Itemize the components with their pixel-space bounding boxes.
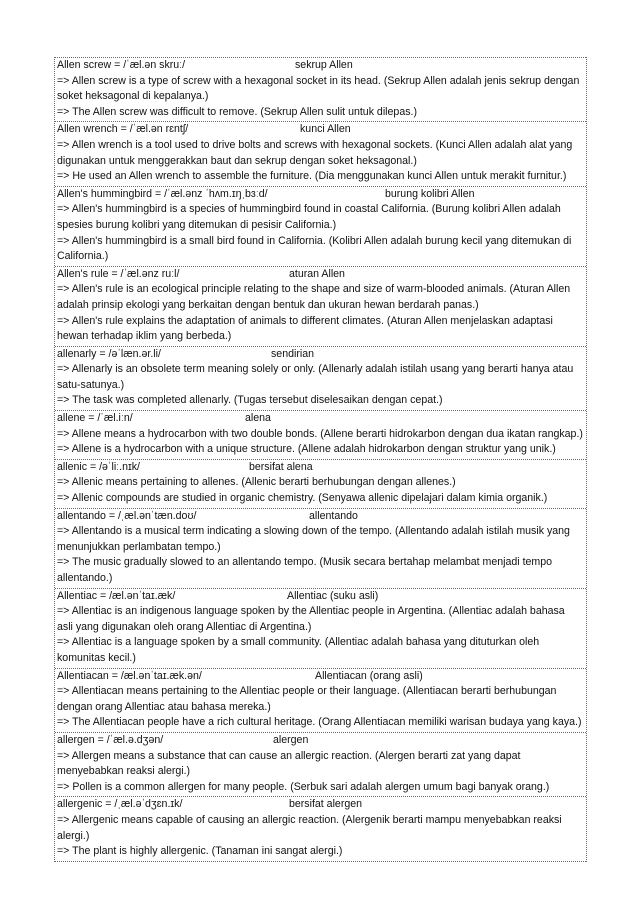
translation: sekrup Allen: [295, 59, 353, 71]
example-sentence: => Allen's hummingbird is a small bird found in California. (Kolibri Allen adalah burung kecil yang ditemukan di California.): [57, 234, 572, 263]
entry-headline: [57, 187, 583, 203]
example-sentence: => The task was completed allenarly. (Tugas tersebut diselesaikan dengan cepat.): [57, 394, 443, 407]
example-sentence: => The music gradually slowed to an allentando tempo. (Musik secara bertahap melambat menjadi tempo allentando.): [57, 556, 553, 584]
dictionary-entry: [55, 459, 586, 508]
entry-headline: [57, 589, 583, 605]
example-definition: => Allene means a hydrocarbon with two double bonds. (Allene berarti hidrokarbon dengan dua ikatan rangkap.): [57, 427, 583, 440]
example-sentence: => Allentiac is a language spoken by a small community. (Allentiac adalah bahasa yang dituturkan oleh komunitas kecil.): [57, 636, 540, 664]
headword-pronunciation: allentando = /ˌæl.ənˈtæn.doʊ/: [57, 509, 197, 522]
headword-pronunciation: Allentiacan = /æl.ənˈtaɪ.æk.ən/: [57, 669, 202, 682]
headword-pronunciation: Allen screw = /ˈæl.ən skruː/: [57, 59, 186, 71]
translation: alena: [245, 412, 271, 425]
example-definition: => Allenarly is an obsolete term meaning solely or only. (Allenarly adalah istilah usang yang berarti hanya atau satu-satunya.): [57, 363, 574, 391]
example-definition: => Allen's hummingbird is a species of hummingbird found in coastal California. (Burung kolibri Allen adalah spesies burung kolibri yang ditemukan di pesisir California.): [57, 203, 561, 231]
example-definition: => Allentando is a musical term indicating a slowing down of the tempo. (Allentando adalah istilah musik yang menunjukkan perlambatan tempo.): [57, 525, 570, 553]
example-sentence: => The Allentiacan people have a rich cultural heritage. (Orang Allentiacan memiliki warisan budaya yang kaya.): [57, 716, 582, 729]
entry-headline: [57, 509, 583, 525]
example-sentence: => Allene is a hydrocarbon with a unique structure. (Allene adalah hidrokarbon dengan struktur yang unik.): [57, 443, 556, 456]
translation: alergen: [273, 733, 309, 746]
dictionary-entry: [55, 266, 586, 346]
headword-pronunciation: allergen = /ˈæl.ə.dʒən/: [57, 733, 164, 746]
example-definition: => Allenic means pertaining to allenes. (Allenic berarti berhubungan dengan allenes.): [57, 476, 456, 489]
dictionary-entry: [55, 410, 586, 459]
dictionary-entry: [55, 186, 586, 266]
example-sentence: => Allenic compounds are studied in organic chemistry. (Senyawa allenic dipelajari dalam kimia organik.): [57, 492, 548, 505]
dictionary-entry: [55, 668, 586, 732]
translation: bersifat alena: [249, 460, 313, 473]
headword-pronunciation: allenarly = /əˈlæn.ər.li/: [57, 347, 161, 360]
dictionary-entry: [55, 508, 586, 588]
headword-pronunciation: Allen wrench = /ˈæl.ən rɛntʃ/: [57, 123, 189, 136]
headword-pronunciation: allene = /ˈæl.iːn/: [57, 412, 133, 425]
entry-headline: [57, 58, 583, 74]
dictionary-entry: [55, 588, 586, 668]
entry-headline: [57, 122, 583, 138]
entry-headline: [57, 267, 583, 283]
headword-pronunciation: Allen's rule = /ˈæl.ənz ruːl/: [57, 267, 180, 280]
headword-pronunciation: allenic = /əˈliː.nɪk/: [57, 460, 140, 473]
translation: bersifat alergen: [289, 798, 363, 811]
example-definition: => Allen screw is a type of screw with a hexagonal socket in its head. (Sekrup Allen adalah jenis sekrup dengan soket heksagonal di kepalanya.): [57, 74, 580, 103]
example-definition: => Allen wrench is a tool used to drive bolts and screws with hexagonal sockets. (Kunci Allen adalah alat yang digunakan untuk menggerakkan baut dan sekrup dengan soket heksagonal.): [57, 138, 573, 167]
headword-pronunciation: allergenic = /ˌæl.əˈdʒɛn.ɪk/: [57, 798, 183, 811]
translation: allentando: [309, 509, 358, 522]
entry-headline: [57, 347, 583, 363]
dictionary-entry: [55, 121, 586, 185]
entry-headline: [57, 411, 583, 427]
translation: burung kolibri Allen: [385, 187, 475, 200]
entry-headline: [57, 669, 583, 685]
example-definition: => Allentiac is an indigenous language spoken by the Allentiac people in Argentina. (Allentiac adalah bahasa asli yang digunakan oleh orang Allentiac di Argentina.): [57, 605, 565, 633]
entry-headline: [57, 733, 583, 749]
translation: aturan Allen: [289, 267, 345, 280]
example-sentence: => The plant is highly allergenic. (Tanaman ini sangat alergi.): [57, 845, 343, 858]
dictionary-entry: [55, 796, 586, 861]
headword-pronunciation: Allen's hummingbird = /ˈæl.ənz ˈhʌm.ɪŋˌbɜːd/: [57, 187, 268, 200]
translation: Allentiac (suku asli): [287, 589, 379, 602]
example-definition: => Allentiacan means pertaining to the Allentiac people or their language. (Allentiacan berarti berhubungan dengan orang Allentiac atau bahasa mereka.): [57, 685, 557, 713]
example-sentence: => The Allen screw was difficult to remove. (Sekrup Allen sulit untuk dilepas.): [57, 105, 417, 118]
translation: Allentiacan (orang asli): [315, 669, 423, 682]
entry-headline: [57, 460, 583, 476]
entry-headline: [57, 797, 583, 813]
dictionary-table: [54, 57, 587, 862]
example-definition: => Allergenic means capable of causing an allergic reaction. (Alergenik berarti mampu menyebabkan reaksi alergi.): [57, 813, 562, 842]
example-sentence: => He used an Allen wrench to assemble the furniture. (Dia menggunakan kunci Allen untuk merakit furnitur.): [57, 170, 567, 183]
dictionary-entry: [55, 346, 586, 410]
translation: sendirian: [271, 347, 314, 360]
example-sentence: => Pollen is a common allergen for many people. (Serbuk sari adalah alergen umum bagi banyak orang.): [57, 780, 550, 793]
example-definition: => Allergen means a substance that can cause an allergic reaction. (Alergen berarti zat yang dapat menyebabkan reaksi alergi.): [57, 749, 521, 778]
headword-pronunciation: Allentiac = /æl.ənˈtaɪ.æk/: [57, 589, 176, 602]
example-definition: => Allen's rule is an ecological principle relating to the shape and size of warm-blooded animals. (Aturan Allen adalah prinsip ekologi yang berkaitan dengan bentuk dan ukuran hewan berdarah panas.): [57, 283, 571, 311]
translation: kunci Allen: [300, 123, 351, 136]
dictionary-entry: [55, 57, 586, 121]
dictionary-entry: [55, 732, 586, 796]
example-sentence: => Allen's rule explains the adaptation of animals to different climates. (Aturan Allen menjelaskan adaptasi hewan terhadap iklim yang berbeda.): [57, 314, 553, 343]
